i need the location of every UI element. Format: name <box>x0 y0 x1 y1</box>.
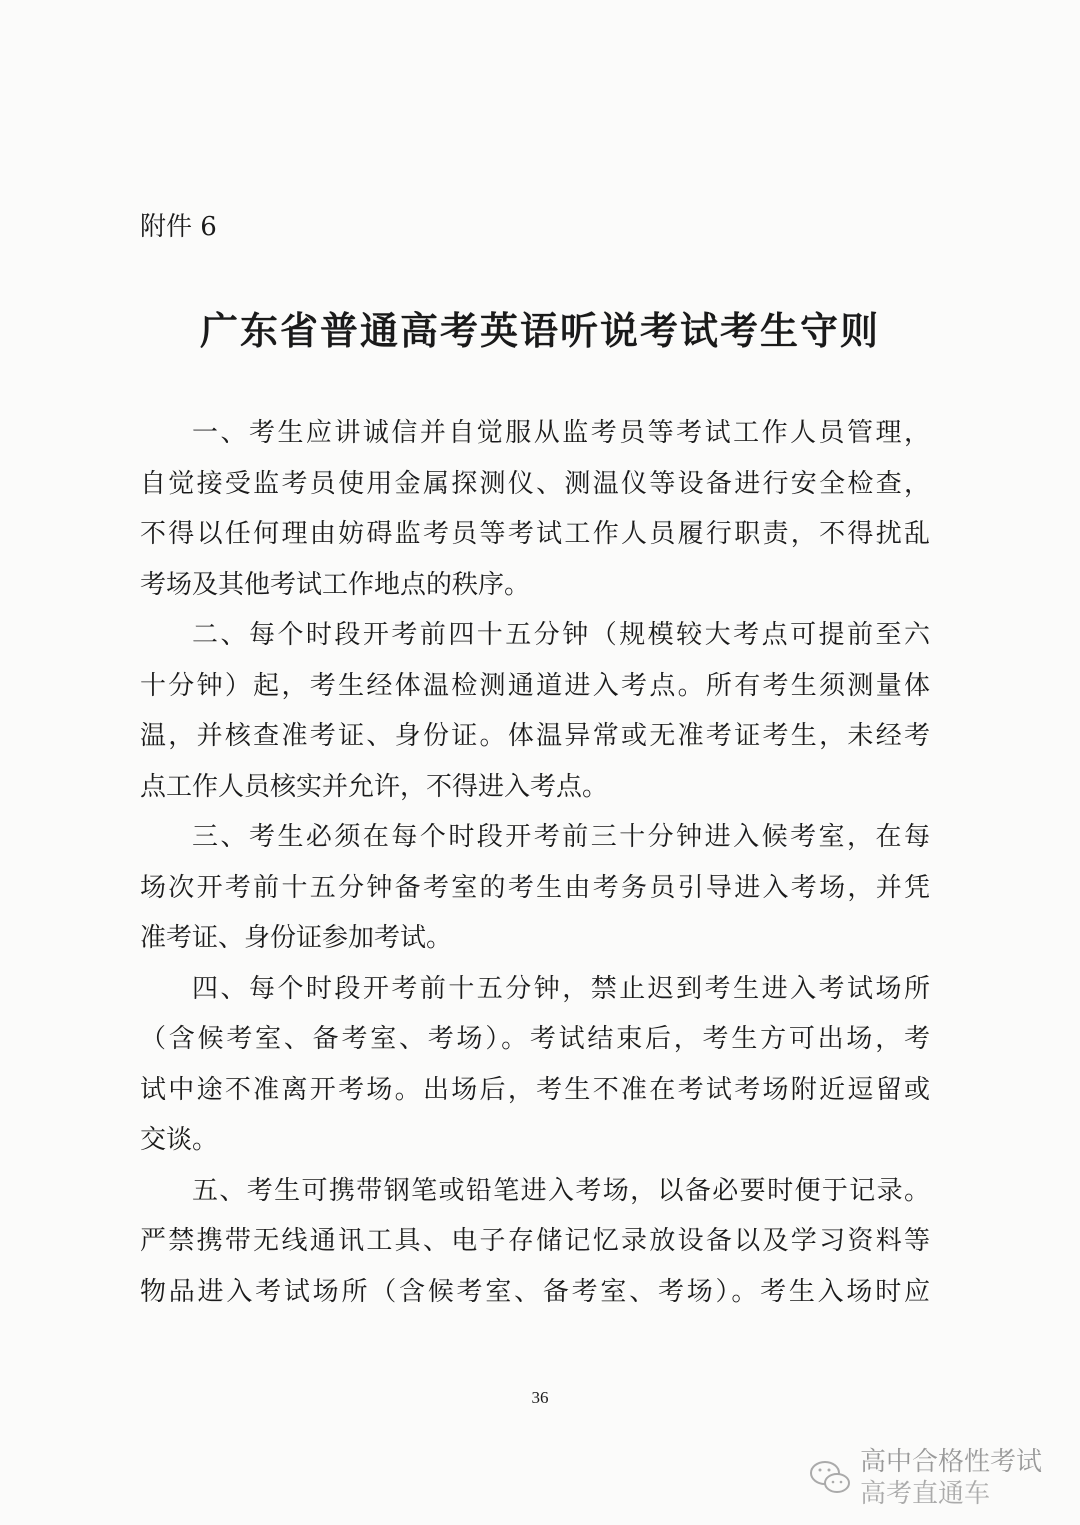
text-line: 考场及其他考试工作地点的秩序。 <box>140 569 531 600</box>
text-line: 交谈。 <box>140 1125 219 1155</box>
text-line: 点工作人员核实并允许，不得进入考点。 <box>140 771 609 802</box>
text-line: 自觉接受监考员使用金属探测仪、测温仪等设备进行安全检查， <box>140 468 930 499</box>
attachment-label: 附件 6 <box>140 212 217 242</box>
text-line: 物品进入考试场所（含候考室、备考室、考场）。考生入场时应 <box>140 1276 930 1307</box>
watermark-overlay: 高考直通车 <box>860 1479 991 1509</box>
watermark <box>808 1446 1042 1510</box>
text-line: 温，并核查准考证、身份证。体温异常或无准考证考生，未经考 <box>140 721 930 751</box>
text-line: 三、考生必须在每个时段开考前三十分钟进入候考室，在每 <box>192 822 930 852</box>
watermark-texts <box>860 1446 1042 1510</box>
text-line: 严禁携带无线通讯工具、电子存储记忆录放设备以及学习资料等 <box>140 1226 930 1256</box>
text-line: 十分钟）起，考生经体温检测通道进入考点。所有考生须测量体 <box>140 670 930 701</box>
wechat-icon <box>808 1458 852 1498</box>
document-title: 广东省普通高考英语听说考试考生守则 <box>199 308 880 353</box>
bleed-through-text <box>250 180 262 220</box>
document-body <box>140 408 930 1317</box>
text-line: 不得以任何理由妨碍监考员等考试工作人员履行职责，不得扰乱 <box>140 519 930 549</box>
text-line: 二、每个时段开考前四十五分钟（规模较大考点可提前至六 <box>192 620 930 650</box>
text-line: 试中途不准离开考场。出场后，考生不准在考试考场附近逗留或 <box>140 1074 930 1105</box>
text-line: 五、考生可携带钢笔或铅笔进入考场，以备必要时便于记录。 <box>192 1175 930 1206</box>
text-line: 准考证、身份证参加考试。 <box>140 923 453 953</box>
page-number: 36 <box>531 1388 549 1407</box>
text-line: 四、每个时段开考前十五分钟，禁止迟到考生进入考试场所 <box>192 973 930 1004</box>
text-line: 一、考生应讲诚信并自觉服从监考员等考试工作人员管理， <box>192 418 930 448</box>
text-line: 场次开考前十五分钟备考室的考生由考务员引导进入考场，并凭 <box>140 872 930 903</box>
watermark-account: 高中合格性考试 <box>860 1447 1043 1477</box>
text-line: （含候考室、备考室、考场）。考试结束后，考生方可出场，考 <box>140 1024 930 1054</box>
